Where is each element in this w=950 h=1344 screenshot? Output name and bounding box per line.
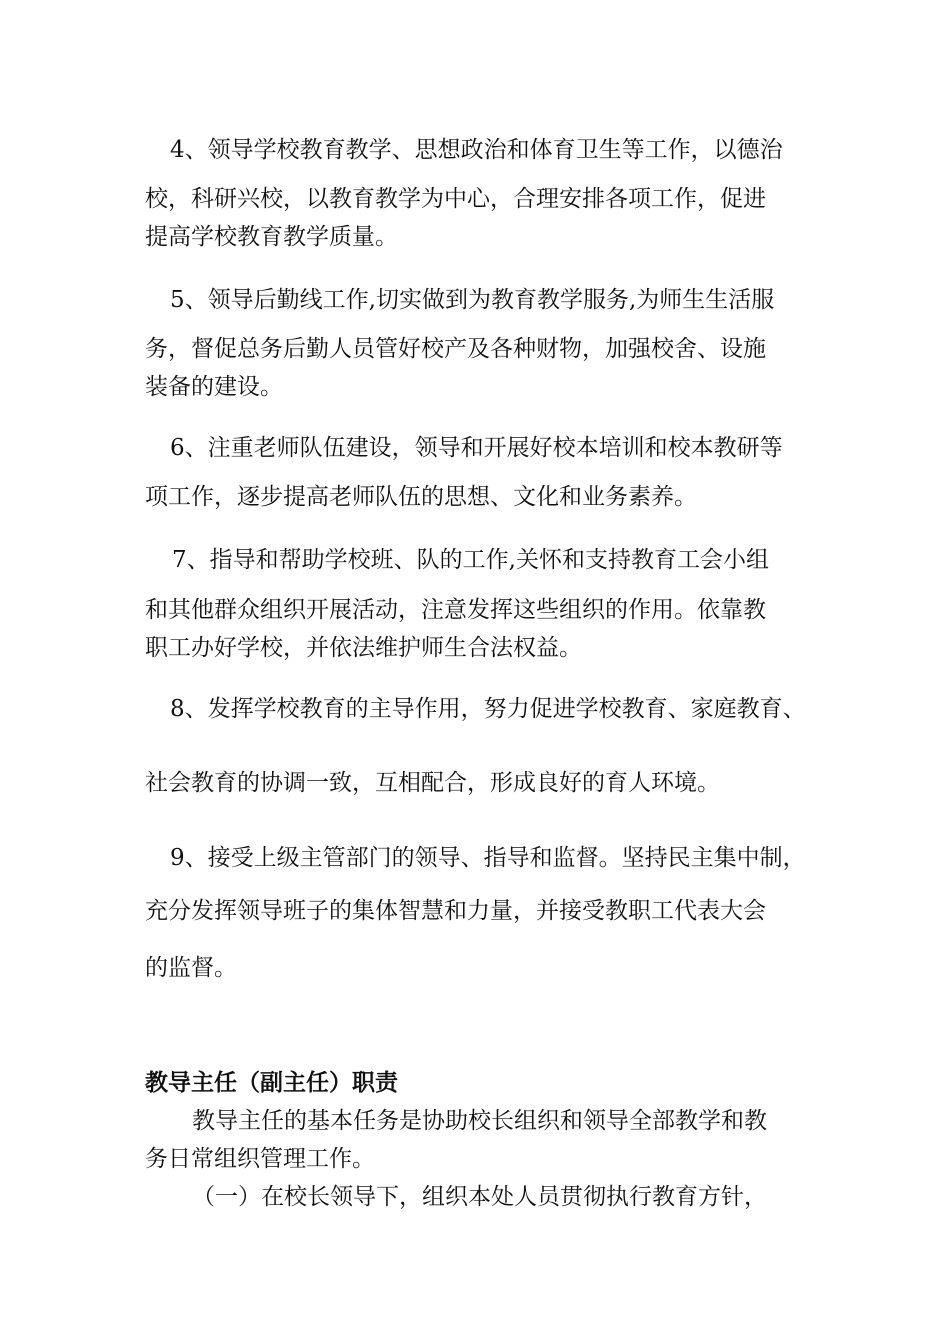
duty-5-line-3: 装备的建设。 [145,374,283,400]
duty-8-line-2: 社会教育的协调一致，互相配合，形成良好的育人环境。 [145,770,720,796]
duty-6-line-1: 6、注重老师队伍建设，领导和开展好校本培训和校本教研等 [170,435,783,461]
section-intro-line-2: 务日常组织管理工作。 [145,1146,375,1172]
section-intro-line-1: 教导主任的基本任务是协助校长组织和领导全部教学和教 [192,1108,767,1134]
duty-7-line-2: 和其他群众组织开展活动，注意发挥这些组织的作用。依靠教 [145,597,766,623]
section-item-1-line: （一）在校长领导下，组织本处人员贯彻执行教育方针， [192,1184,767,1210]
duty-7-line-1: 7、指导和帮助学校班、队的工作,关怀和支持教育工会小组 [172,547,769,573]
duty-6-line-2: 项工作，逐步提高老师队伍的思想、文化和业务素养。 [145,484,697,510]
section-title: 教导主任（副主任）职责 [145,1070,398,1096]
duty-4-line-3: 提高学校教育教学质量。 [145,224,398,250]
duty-9-line-3: 的监督。 [145,955,237,981]
duty-4-line-1: 4、领导学校教育教学、思想政治和体育卫生等工作，以德治 [170,137,783,163]
duty-5-line-1: 5、领导后勤线工作,切实做到为教育教学服务,为师生生活服 [170,287,775,313]
duty-9-line-1: 9、接受上级主管部门的领导、指导和监督。坚持民主集中制， [170,845,806,871]
duty-4-line-2: 校，科研兴校，以教育教学为中心，合理安排各项工作，促进 [145,186,766,212]
duty-5-line-2: 务，督促总务后勤人员管好校产及各种财物，加强校舍、设施 [145,336,766,362]
duty-9-line-2: 充分发挥领导班子的集体智慧和力量，并接受教职工代表大会 [145,898,766,924]
duty-8-line-1: 8、发挥学校教育的主导作用，努力促进学校教育、家庭教育、 [170,696,806,722]
duty-7-line-3: 职工办好学校，并依法维护师生合法权益。 [145,635,582,661]
